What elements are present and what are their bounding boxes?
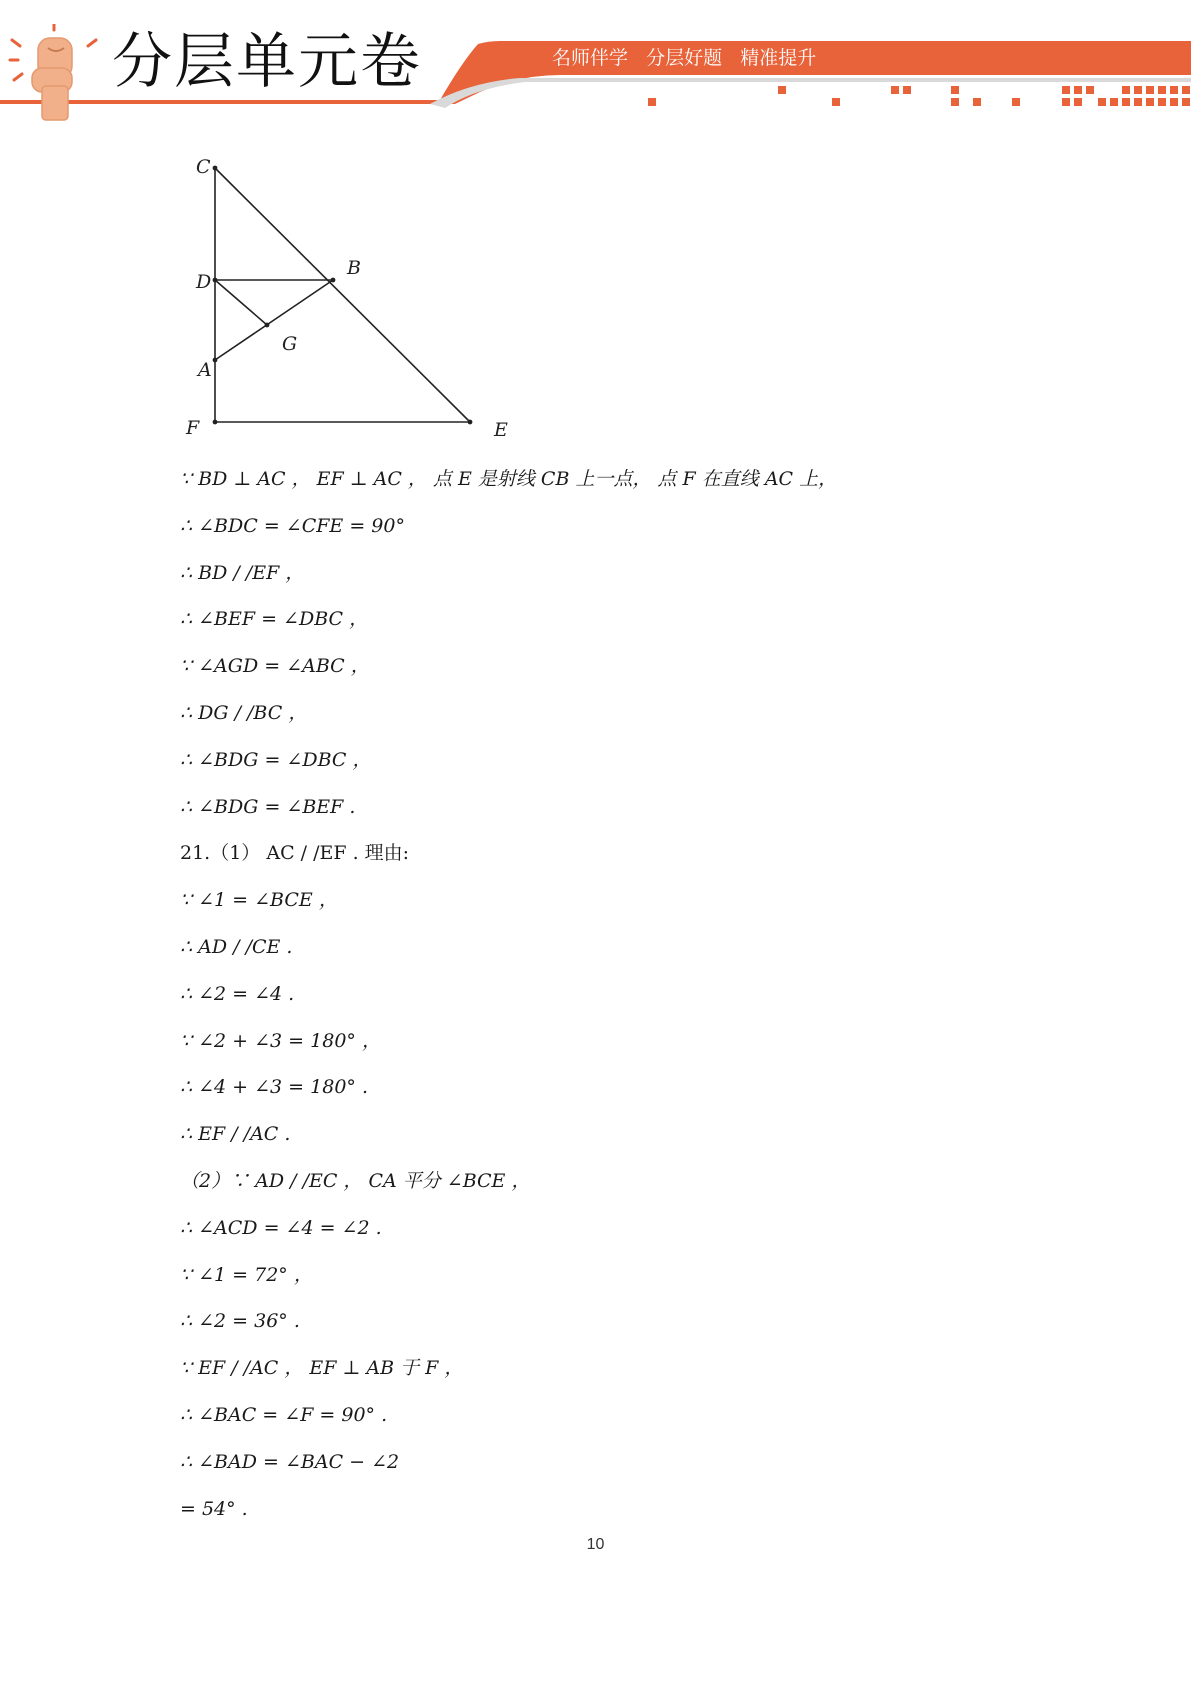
- proof-line: ∴ EF / /AC .: [180, 1123, 291, 1146]
- label-D: D: [196, 271, 212, 293]
- proof-line: ∴ ∠BDG = ∠BEF .: [180, 795, 356, 818]
- label-F: F: [186, 417, 200, 439]
- brand-title: 分层单元卷: [112, 27, 422, 97]
- proof-line: ∴ BD / /EF ，: [180, 561, 305, 584]
- proof-line: ∴ ∠4 + ∠3 = 180° .: [180, 1076, 368, 1099]
- label-A: A: [198, 359, 212, 381]
- proof-line: ∴ ∠BEF = ∠DBC ，: [180, 608, 369, 631]
- proof-line: ∵ EF / /AC ， EF ⊥ AB 于 F ，: [180, 1357, 464, 1380]
- proof-line: ∴ ∠2 = 36° .: [180, 1310, 300, 1333]
- proof-line: （2）∵ AD / /EC ， CA 平分 ∠BCE ，: [180, 1169, 531, 1192]
- proof-line: ∵ BD ⊥ AC ， EF ⊥ AC ， 点 E 是射线 CB 上一点， 点 F 在直线 AC 上，: [180, 468, 838, 490]
- proof-line: ∴ ∠ACD = ∠4 = ∠2 .: [180, 1216, 382, 1239]
- proof-line: ∵ ∠AGD = ∠ABC ，: [180, 655, 370, 678]
- proof-line: ∴ AD / /CE .: [180, 935, 293, 958]
- header-slogan: 名师伴学 分层好题 精准提升: [552, 47, 817, 69]
- proof-line: ∴ DG / /BC ，: [180, 701, 308, 724]
- proof-line: ∴ ∠2 = ∠4 .: [180, 982, 295, 1005]
- question-heading: 21.（1） AC / /EF . 理由:: [180, 842, 410, 865]
- solution-body: [180, 462, 1080, 1538]
- label-E: E: [494, 419, 508, 441]
- proof-line: ∴ ∠BDC = ∠CFE = 90°: [180, 514, 405, 537]
- proof-line: ∵ ∠2 + ∠3 = 180° ，: [180, 1029, 381, 1052]
- proof-line: ∵ ∠1 = ∠BCE ，: [180, 889, 338, 912]
- proof-line: = 54° .: [180, 1497, 248, 1520]
- proof-line: ∵ ∠1 = 72° ，: [180, 1263, 313, 1286]
- label-G: G: [282, 333, 298, 355]
- proof-line: ∴ ∠BAD = ∠BAC − ∠2: [180, 1450, 400, 1473]
- fist-icon: [8, 24, 100, 124]
- page-number: 10: [586, 1536, 605, 1553]
- geometry-figure: [170, 150, 530, 445]
- page-header: [0, 0, 1191, 130]
- label-B: B: [347, 257, 361, 279]
- label-C: C: [196, 156, 211, 178]
- proof-line: ∴ ∠BAC = ∠F = 90° .: [180, 1403, 388, 1426]
- proof-line: ∴ ∠BDG = ∠DBC ，: [180, 748, 372, 771]
- pixel-squares-decoration: [648, 86, 1190, 106]
- triangle-diagram: [170, 150, 530, 445]
